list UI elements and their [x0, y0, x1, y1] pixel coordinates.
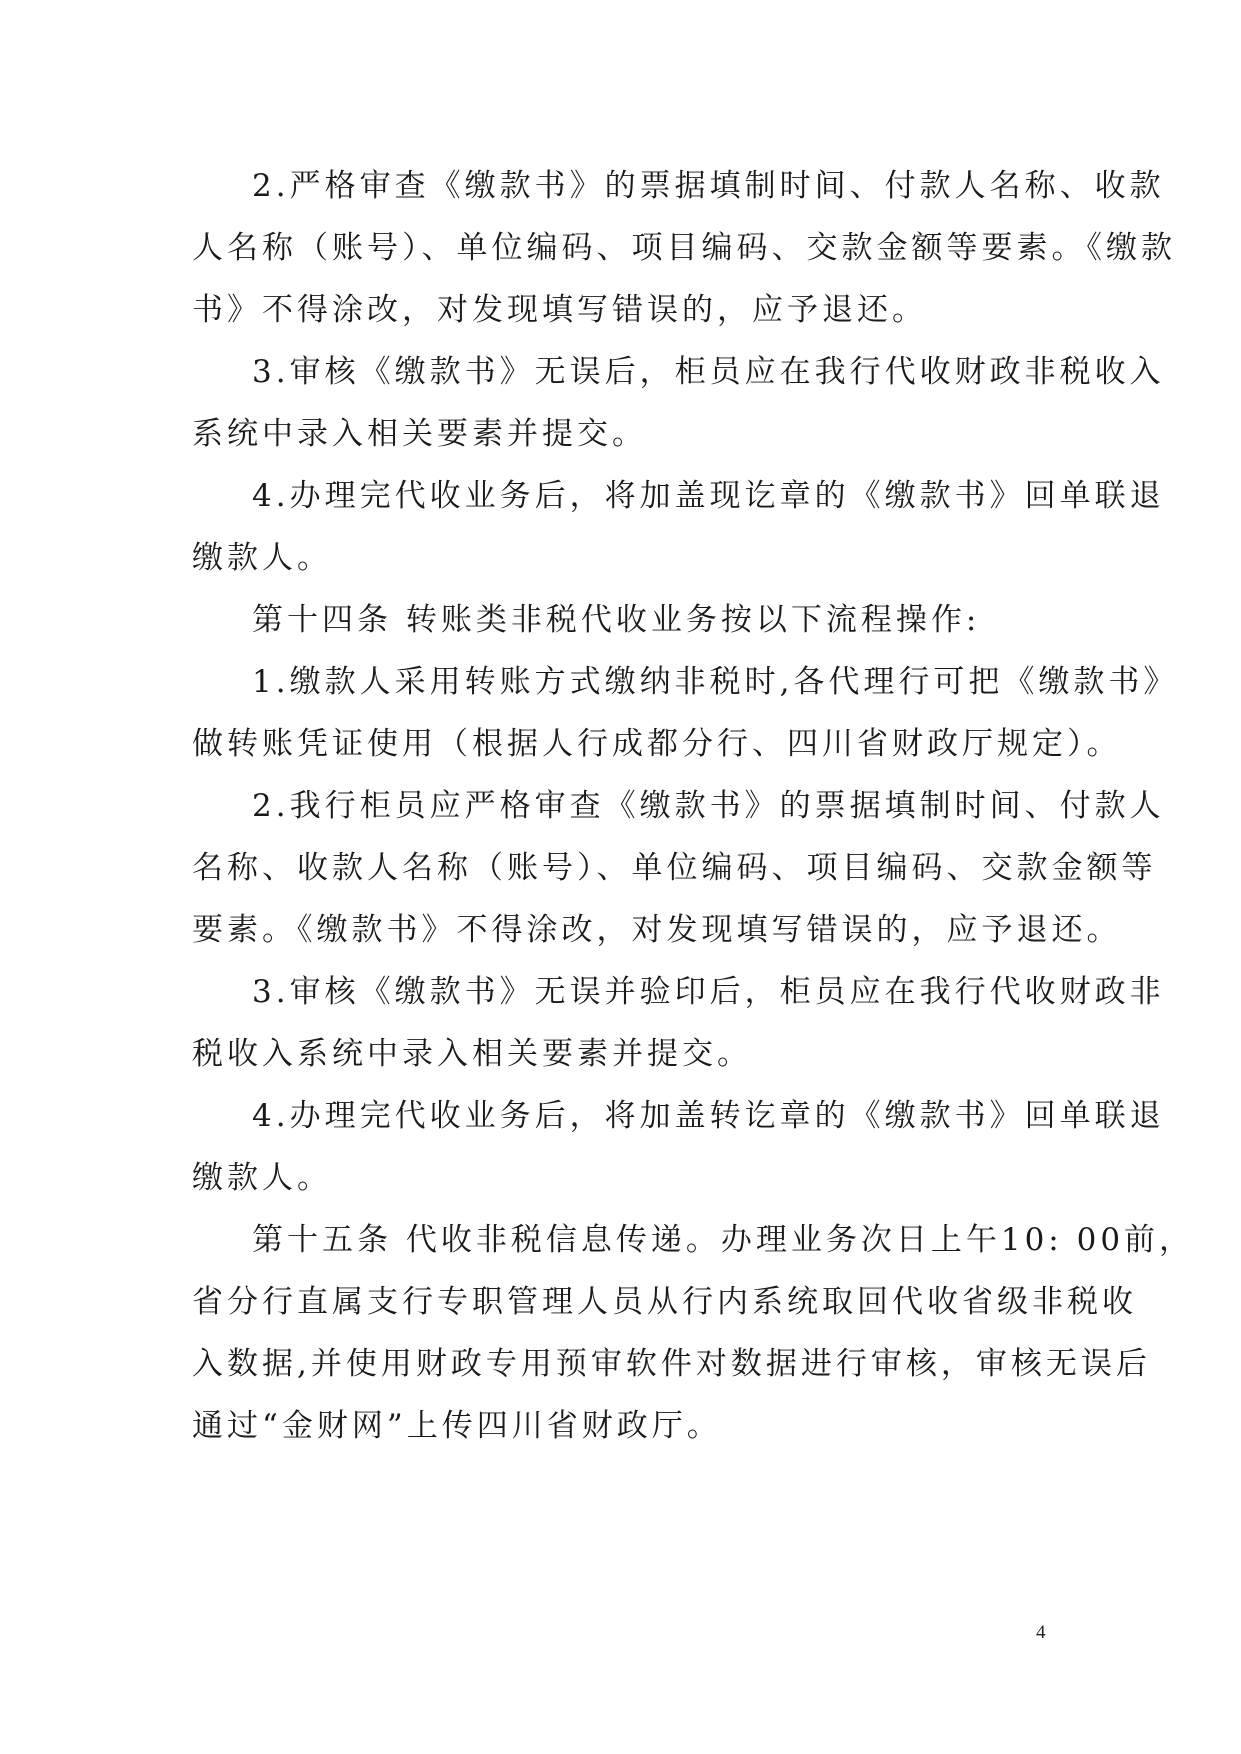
text-line: 要素。《缴款书》不得涂改，对发现填写错误的，应予退还。	[192, 912, 1122, 948]
text-line: 书》不得涂改，对发现填写错误的，应予退还。	[192, 292, 927, 328]
text-line: 通过“金财网”上传四川省财政厅。	[192, 1408, 722, 1444]
text-line: 1.缴款人采用转账方式缴纳非税时,各代理行可把《缴款书》	[252, 664, 1179, 700]
text-line: 人名称（账号）、单位编码、项目编码、交款金额等要素。《缴款	[192, 230, 1176, 266]
text-line: 4.办理完代收业务后，将加盖转讫章的《缴款书》回单联退	[252, 1098, 1165, 1134]
text-line: 2.严格审查《缴款书》的票据填制时间、付款人名称、收款	[252, 168, 1165, 204]
text-line: 2.我行柜员应严格审查《缴款书》的票据填制时间、付款人	[252, 788, 1165, 824]
text-line: 缴款人。	[192, 540, 332, 576]
text-line: 做转账凭证使用（根据人行成都分行、四川省财政厅规定）。	[192, 726, 1122, 762]
text-line: 3.审核《缴款书》无误并验印后，柜员应在我行代收财政非	[252, 974, 1165, 1010]
article-heading: 第十四条 转账类非税代收业务按以下流程操作:	[252, 602, 981, 638]
text-line: 税收入系统中录入相关要素并提交。	[192, 1036, 752, 1072]
article-heading: 第十五条 代收非税信息传递。办理业务次日上午10: 00前，	[252, 1222, 1195, 1258]
text-line: 名称、收款人名称（账号）、单位编码、项目编码、交款金额等	[192, 850, 1157, 886]
page-number: 4	[1036, 1622, 1046, 1643]
text-line: 省分行直属支行专职管理人员从行内系统取回代收省级非税收	[192, 1284, 1137, 1320]
text-line: 4.办理完代收业务后，将加盖现讫章的《缴款书》回单联退	[252, 478, 1165, 514]
text-line: 系统中录入相关要素并提交。	[192, 416, 647, 452]
text-line: 3.审核《缴款书》无误后，柜员应在我行代收财政非税收入	[252, 354, 1165, 390]
text-line: 入数据,并使用财政专用预审软件对数据进行审核，审核无误后	[192, 1346, 1151, 1382]
text-line: 缴款人。	[192, 1160, 332, 1196]
